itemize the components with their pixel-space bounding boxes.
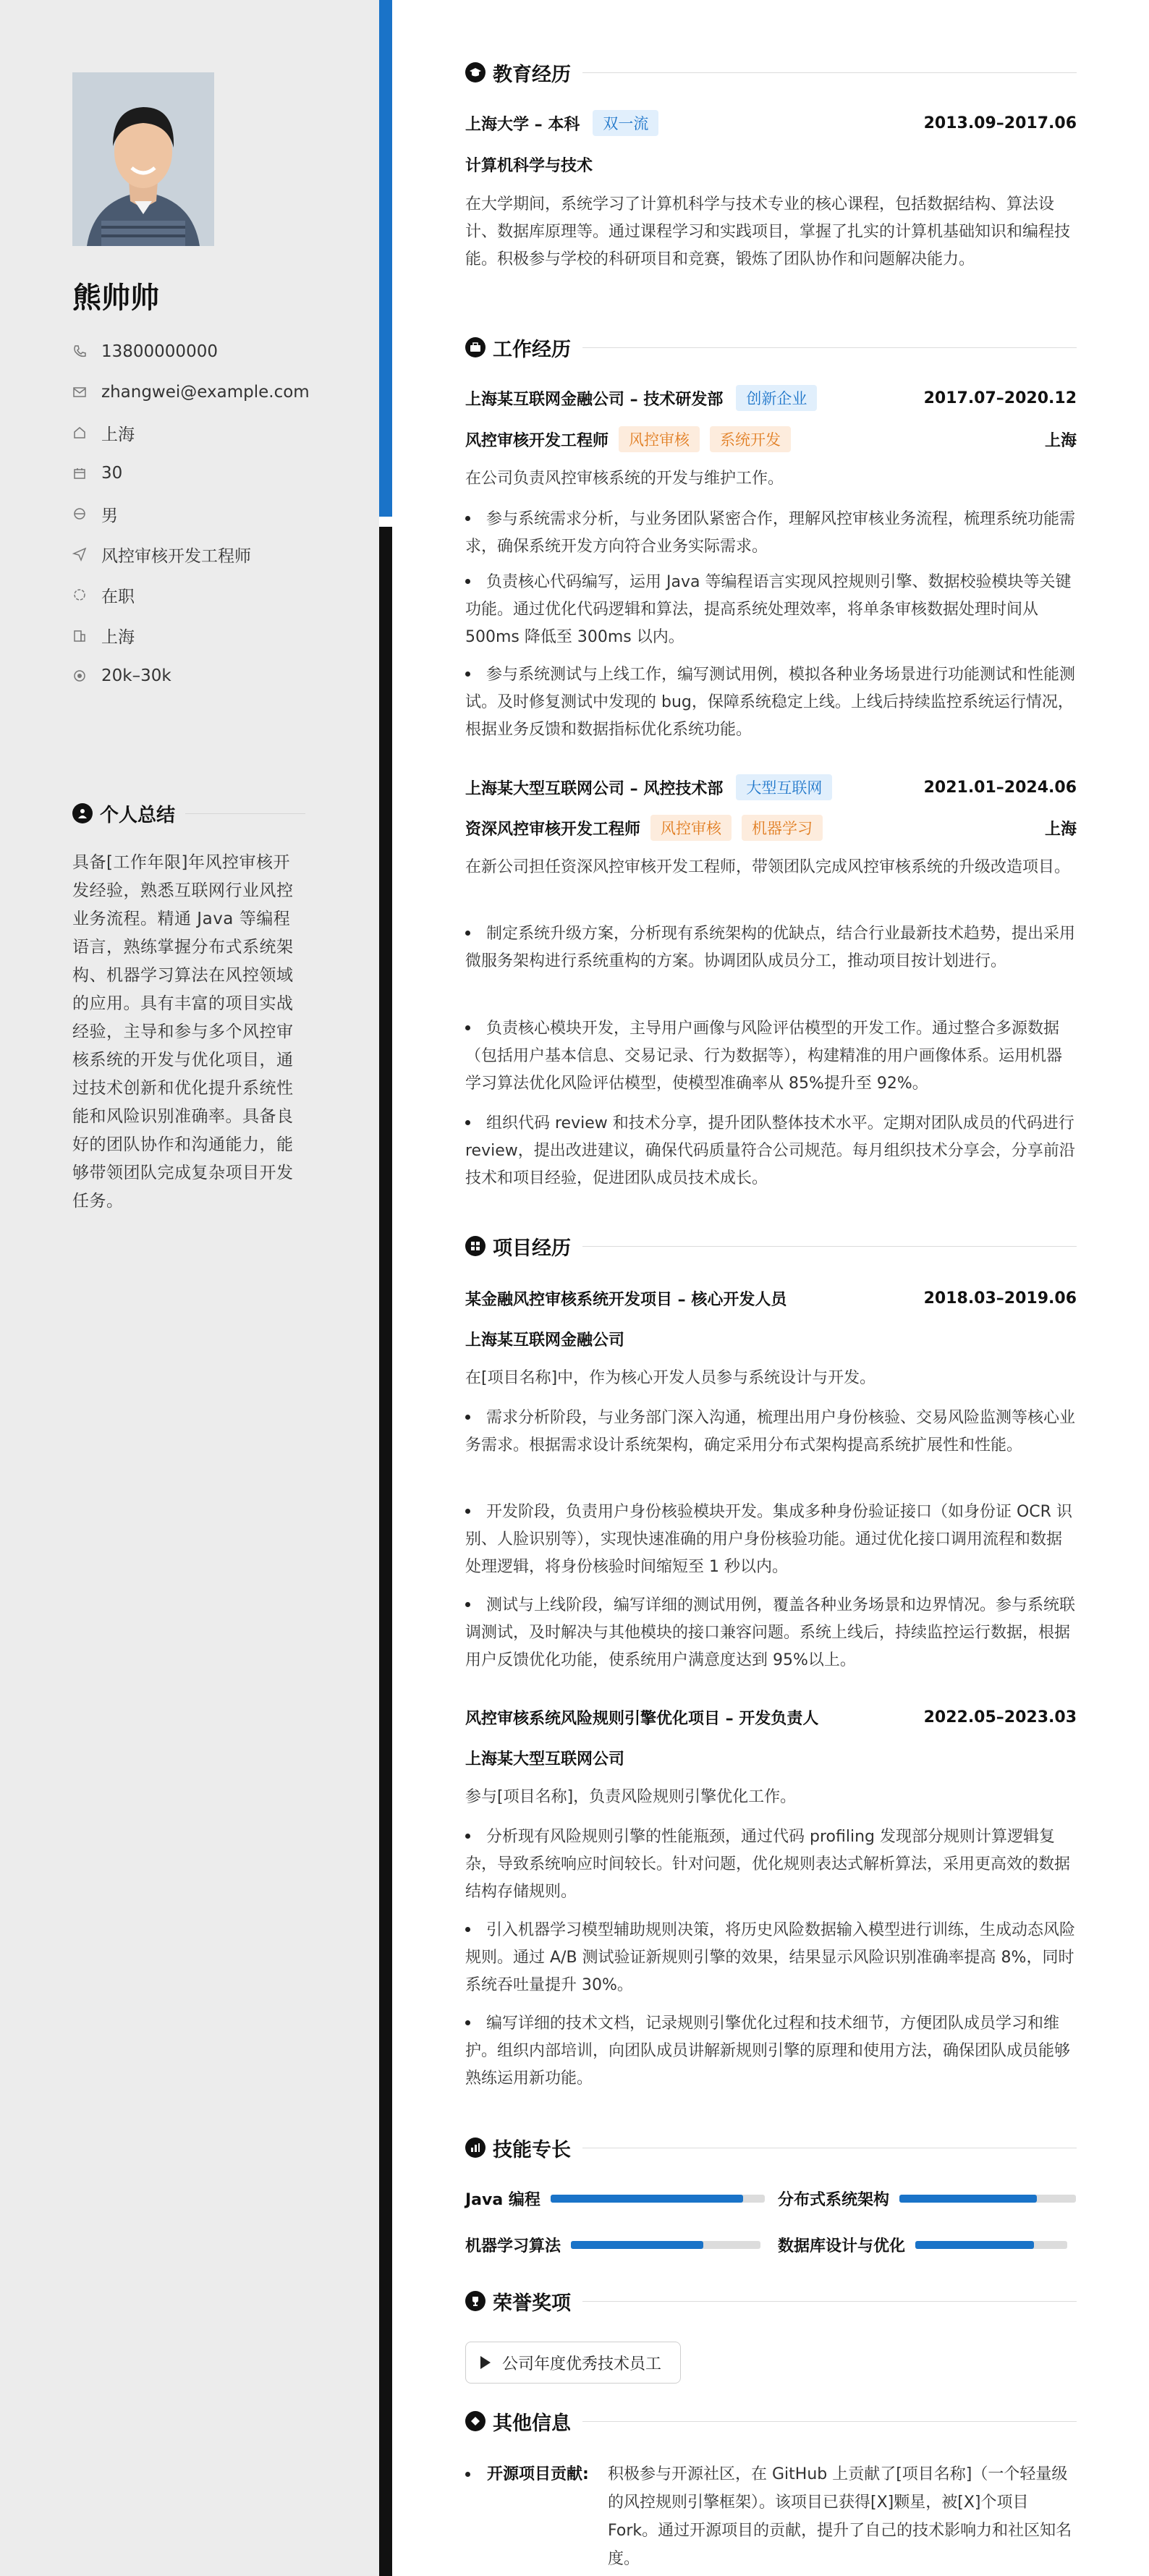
job2-bullet: 制定系统升级方案，分析现有系统架构的优缺点，结合行业最新技术趋势，提出采用微服务架构进行系统重构的方案。协调团队成员分工，推动项目按计划进行。: [465, 925, 1076, 970]
project1-company: 上海某互联网金融公司: [465, 1331, 625, 1350]
other-item-text: 积极参与开源社区，在 GitHub 上贡献了[项目名称]（一个轻量级的风控规则引擎框架）。该项目已获得[X]颗星，被[X]个项目 Fork。通过开源项目的贡献，提升了自己的技术影响力和社区知名度。: [608, 2465, 1072, 2568]
project1-intro: 在[项目名称]中，作为核心开发人员参与系统设计与开发。: [465, 1369, 876, 1387]
job1-period: 2017.07–2020.12: [923, 389, 1077, 407]
awards-title: 荣誉奖项: [493, 2292, 571, 2315]
info-icon: [465, 2411, 486, 2431]
job2-company-row: [465, 773, 1077, 802]
project2-company: 上海某大型互联网公司: [465, 1750, 625, 1768]
skill-name: 分布式系统架构: [778, 2190, 890, 2209]
avatar-image: [72, 72, 214, 246]
status-icon: [72, 588, 101, 602]
salary-text: 20k–30k: [101, 666, 171, 685]
mail-icon: [72, 385, 101, 399]
skill-bar: [899, 2195, 1076, 2203]
job1-company: 上海某互联网金融公司 – 技术研发部: [465, 390, 724, 409]
candidate-name: 熊帅帅: [72, 281, 159, 315]
phone-row: [72, 331, 347, 372]
skill-bar-fill: [551, 2195, 743, 2203]
location-row: [72, 412, 347, 453]
skill-name: 机器学习算法: [465, 2237, 561, 2255]
job2-bullet: 负责核心模块开发，主导用户画像与风险评估模型的开发工作。通过整合多源数据（包括用户基本信息、交易记录、行为数据等），构建精准的用户画像体系。运用机器学习算法优化风险评估模型，使模型准确率从 85%提升至 92%。: [465, 1020, 1063, 1093]
job2-period: 2021.01–2024.06: [923, 778, 1077, 797]
other-divider: [582, 2421, 1077, 2422]
divider-bar: [379, 527, 392, 2576]
project2-company-row: [465, 1743, 1077, 1772]
skill-item: [465, 2230, 760, 2259]
skill-bar-fill: [571, 2241, 703, 2249]
skill-bar: [571, 2241, 760, 2249]
phone-text: 13800000000: [101, 342, 218, 361]
education-period: 2013.09–2017.06: [923, 114, 1077, 132]
job1-bullet: 参与系统测试与上线工作，编写测试用例，模拟各种业务场景进行功能测试和性能测试。及时修复测试中发现的 bug，保障系统稳定上线。上线后持续监控系统运行情况，根据业务反馈和数据指标优化系统功能。: [465, 666, 1076, 739]
awards-divider: [582, 2301, 1077, 2302]
salary-row: [72, 656, 347, 696]
project2-intro: 参与[项目名称]，负责风险规则引擎优化工作。: [465, 1788, 797, 1806]
education-major-row: [465, 150, 1077, 179]
job2-role-tag: 风控审核: [650, 815, 732, 841]
play-icon: [480, 2356, 491, 2369]
email-row: [72, 372, 347, 412]
work-heading: [465, 331, 1077, 363]
skill-name: 数据库设计与优化: [778, 2237, 906, 2255]
work-title: 工作经历: [493, 338, 571, 361]
education-divider: [582, 72, 1077, 73]
education-school-row: [465, 109, 1077, 137]
award-text: 公司年度优秀技术员工: [502, 2355, 662, 2373]
age-text: 30: [101, 464, 123, 483]
project2-bullet: 引入机器学习模型辅助规则决策，将历史风险数据输入模型进行训练，生成动态风险规则。通过 A/B 测试验证新规则引擎的效果，结果显示风险识别准确率提高 8%，同时系统吞吐量提升 30%。: [465, 1921, 1076, 1994]
job1-bullet: 负责核心代码编写，运用 Java 等编程语言实现风控规则引擎、数据校验模块等关键功能。通过优化代码逻辑和算法，提高系统处理效率，将单条审核数据处理时间从 500ms 降低至 300ms 以内。: [465, 573, 1072, 646]
projects-divider: [582, 1246, 1077, 1247]
projects-title: 项目经历: [493, 1237, 571, 1260]
city-row: [72, 615, 347, 656]
job1-role-row: [465, 425, 1077, 454]
skill-bar-fill: [899, 2195, 1037, 2203]
gender-icon: [72, 507, 101, 521]
calendar-icon: [72, 466, 101, 480]
job1-role: 风控审核开发工程师: [465, 431, 609, 450]
other-title: 其他信息: [493, 2412, 571, 2435]
avatar: [72, 72, 214, 246]
email-text: zhangwei@example.com: [101, 383, 310, 402]
job1-role-tag: 风控审核: [619, 426, 700, 452]
school-name: 上海大学 – 本科: [465, 115, 580, 134]
other-heading: [465, 2405, 1077, 2437]
work-divider: [582, 347, 1077, 348]
user-icon: [72, 803, 93, 823]
project1-bullet: 需求分析阶段，与业务部门深入沟通，梳理出用户身份核验、交易风险监测等核心业务需求。根据需求设计系统架构，确定采用分布式架构提高系统扩展性和性能。: [465, 1409, 1076, 1454]
send-icon: [72, 547, 101, 562]
summary-title: 个人总结: [100, 804, 176, 826]
bullet-dot: [465, 2472, 470, 2477]
job2-company: 上海某大型互联网公司 – 风控技术部: [465, 779, 724, 798]
city-text: 上海: [101, 627, 135, 647]
project1-period: 2018.03–2019.06: [923, 1289, 1077, 1308]
skill-bar: [915, 2241, 1067, 2249]
summary-text: 具备[工作年限]年风控审核开发经验，熟悉互联网行业风控业务流程。精通 Java 等编程语言，熟练掌握分布式系统架构、机器学习算法在风控领域的应用。具有丰富的项目实战经验，主导和参与多个风控审核系统的开发与优化项目，通过技术创新和优化提升系统性能和风险识别准确率。具备良好的团队协作和沟通能力，能够带领团队完成复杂项目开发任务。: [72, 853, 294, 1211]
skills-heading: [465, 2132, 1077, 2164]
job2-intro: 在新公司担任资深风控审核开发工程师，带领团队完成风控审核系统的升级改造项目。: [465, 858, 1071, 876]
grid-icon: [465, 1236, 486, 1256]
job1-role-tag: 系统开发: [710, 426, 791, 452]
project1-bullet: 开发阶段，负责用户身份核验模块开发。集成多种身份验证接口（如身份证 OCR 识别、人脸识别等），实现快速准确的用户身份核验功能。通过优化接口调用流程和数据处理逻辑，将身份核验时间缩短至 1 秒以内。: [465, 1503, 1072, 1576]
job2-bullet: 组织代码 review 和技术分享，提升团队整体技术水平。定期对团队成员的代码进行 review，提出改进建议，确保代码质量符合公司规范。每月组织技术分享会，分享前沿技术和项目经验，促进团队成员技术成长。: [465, 1114, 1075, 1187]
contact-info-list: [72, 331, 347, 696]
graduation-cap-icon: [465, 62, 486, 82]
project1-bullet: 测试与上线阶段，编写详细的测试用例，覆盖各种业务场景和边界情况。参与系统联调测试，及时解决与其他模块的接口兼容问题。系统上线后，持续监控运行数据，根据用户反馈优化功能，使系统用户满意度达到 95%以上。: [465, 1596, 1076, 1669]
education-title: 教育经历: [493, 63, 571, 86]
skill-bar-fill: [915, 2241, 1034, 2249]
briefcase-icon: [465, 337, 486, 357]
trophy-icon: [465, 2291, 486, 2311]
awards-heading: [465, 2285, 1077, 2317]
project2-period: 2022.05–2023.03: [923, 1708, 1077, 1726]
school-tag: 双一流: [593, 110, 658, 136]
gender-text: 男: [101, 506, 118, 525]
major-name: 计算机科学与技术: [465, 156, 593, 175]
project2-name: 风控审核系统风险规则引擎优化项目 – 开发负责人: [465, 1709, 819, 1728]
skill-name: Java 编程: [465, 2190, 540, 2209]
job2-role-row: [465, 813, 1077, 842]
project2-bullet: 编写详细的技术文档，记录规则引擎优化过程和技术细节，方便团队成员学习和维护。组织内部培训，向团队成员讲解新规则引擎的原理和使用方法，确保团队成员能够熟练运用新功能。: [465, 2014, 1071, 2088]
education-heading: [465, 56, 1077, 88]
status-row: [72, 575, 347, 615]
job-intent-text: 风控审核开发工程师: [101, 546, 251, 566]
job2-role: 资深风控审核开发工程师: [465, 820, 641, 839]
summary-heading: [72, 800, 305, 826]
location-text: 上海: [101, 425, 135, 444]
job1-bullet: 参与系统需求分析，与业务团队紧密合作，理解风控审核业务流程，梳理系统功能需求，确保系统开发方向符合业务实际需求。: [465, 510, 1076, 556]
project1-name-row: [465, 1284, 1077, 1313]
job1-intro: 在公司负责风控审核系统的开发与维护工作。: [465, 470, 784, 488]
bar-chart-icon: [465, 2138, 486, 2158]
skill-item: [778, 2184, 1076, 2213]
project1-name: 某金融风控审核系统开发项目 – 核心开发人员: [465, 1290, 787, 1309]
gender-row: [72, 493, 347, 534]
projects-heading: [465, 1230, 1077, 1262]
job1-company-row: [465, 384, 1077, 412]
skill-item: [465, 2184, 765, 2213]
summary-divider: [185, 813, 305, 814]
award-badge: [465, 2342, 681, 2384]
job1-city: 上海: [1044, 431, 1077, 450]
home-icon: [72, 425, 101, 440]
status-text: 在职: [101, 587, 135, 606]
job2-role-tag: 机器学习: [742, 815, 823, 841]
education-desc: 在大学期间，系统学习了计算机科学与技术专业的核心课程，包括数据结构、算法设计、数据库原理等。通过课程学习和实践项目，掌握了扎实的计算机基础知识和编程技能。积极参与学校的科研项目和竞赛，锻炼了团队协作和问题解决能力。: [465, 195, 1071, 268]
age-row: [72, 453, 347, 493]
accent-bar: [379, 0, 392, 517]
salary-icon: [72, 669, 101, 683]
project1-company-row: [465, 1324, 1077, 1353]
other-item-label: 开源项目贡献:: [487, 2465, 589, 2483]
job-intent-row: [72, 534, 347, 575]
project2-name-row: [465, 1703, 1077, 1732]
job2-city: 上海: [1044, 820, 1077, 839]
project2-bullet: 分析现有风险规则引擎的性能瓶颈，通过代码 profiling 发现部分规则计算逻辑复杂，导致系统响应时间较长。针对问题，优化规则表达式解析算法，采用更高效的数据结构存储规则。: [465, 1828, 1071, 1901]
job2-company-tag: 大型互联网: [736, 774, 832, 800]
skill-bar: [551, 2195, 765, 2203]
phone-icon: [72, 344, 101, 359]
skill-item: [778, 2230, 1067, 2259]
skills-title: 技能专长: [493, 2138, 571, 2161]
building-icon: [72, 628, 101, 643]
job1-company-tag: 创新企业: [736, 385, 817, 411]
